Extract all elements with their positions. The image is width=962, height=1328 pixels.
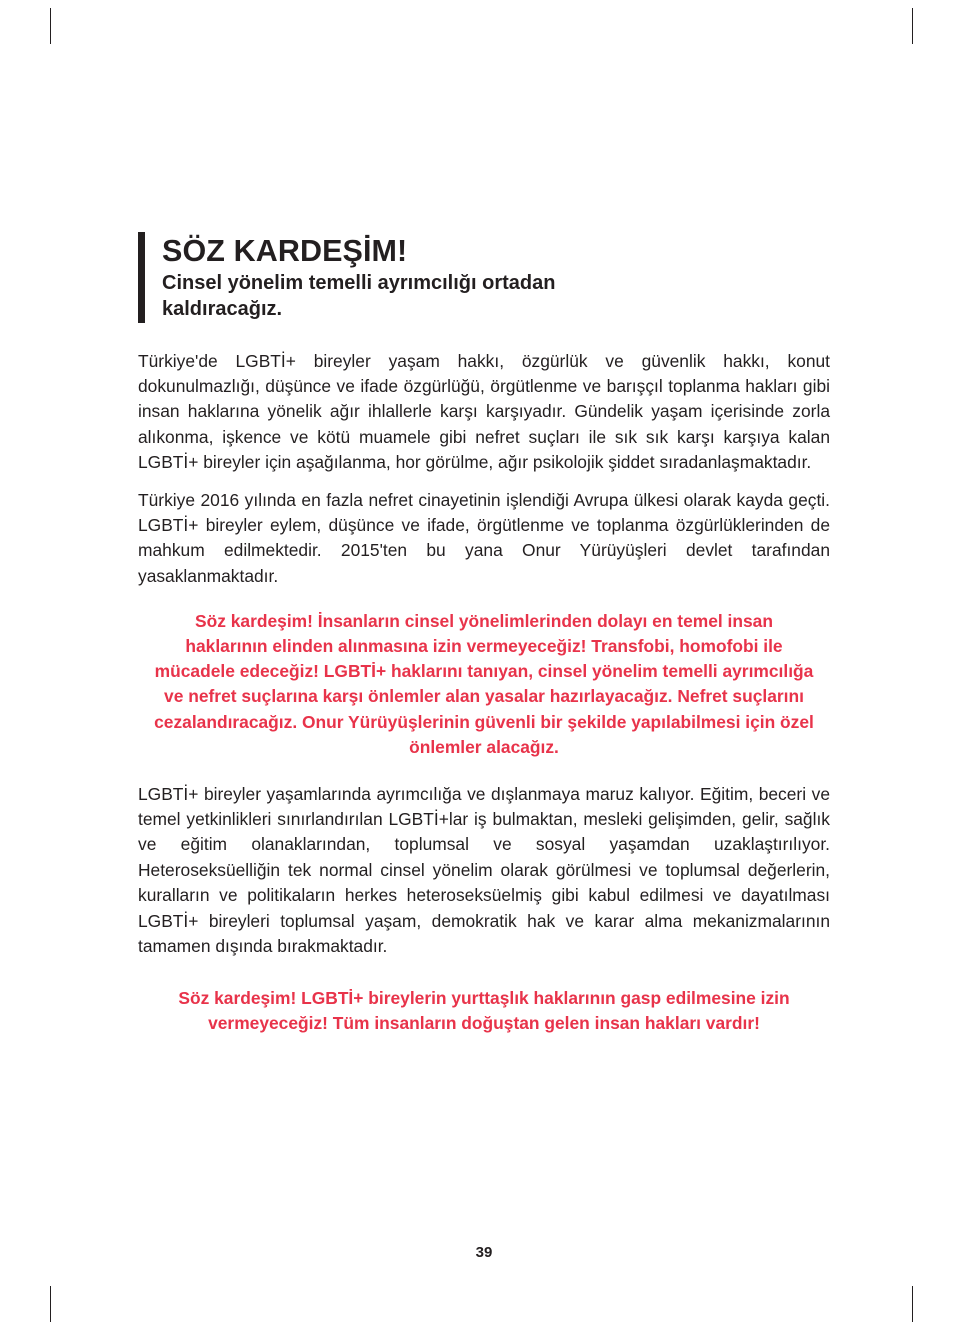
title-block bbox=[138, 232, 830, 323]
title-accent-bar bbox=[138, 232, 145, 323]
crop-mark-bottom-right bbox=[912, 1286, 913, 1322]
page-title: SÖZ KARDEŞİM! bbox=[162, 234, 408, 268]
paragraph-2: Türkiye 2016 yılında en fazla nefret cinayetinin işlendiği Avrupa ülkesi olarak kayda geçti. LGBTİ+ bireyler eylem, düşünce ve ifade, örgütlenme ve toplanma özgürlüklerinden de mahkum edilmektedir. 2015'ten bu yana Onur Yürüyüşleri devlet tarafından yasaklanmaktadır. bbox=[138, 489, 830, 586]
paragraph-1: Türkiye'de LGBTİ+ bireyler yaşam hakkı, özgürlük ve güvenlik hakkı, konut dokunulmazlığı, düşünce ve ifade özgürlüğü, örgütlenme ve barışçıl toplanma hakları gibi insan haklarına yönelik ağır ihlallerle karşı karşıyadır. Gündelik yaşam içerisinde zorla alıkonma, işkence ve kötü muamele gibi nefret suçları ile sık sık karşı karşıya kalan LGBTİ+ bireyler için aşağılanma, hor görülme, ağır psikolojik şiddet sıradanlaşmaktadır. bbox=[138, 350, 830, 473]
page-number: 39 bbox=[475, 1244, 493, 1261]
callout-pledge-1: Söz kardeşim! İnsanların cinsel yönelimlerinden dolayı en temel insan haklarının elinden alınmasına izin vermeyeceğiz! Transfobi, homofobi ile mücadele edeceğiz! LGBTİ+ haklarını tanıyan, cinsel yönelim temelli ayrımcılığa ve nefret suçlarına karşı önlemler alan yasalar hazırlayacağız. Nefret suçlarını cezalandıracağız. Onur Yürüyüşlerinin güvenli bir şekilde yapılabilmesi için özel önlemler alacağız. bbox=[154, 611, 814, 757]
paragraph-3: LGBTİ+ bireyler yaşamlarında ayrımcılığa ve dışlanmaya maruz kalıyor. Eğitim, beceri ve temel yetkinlikleri sınırlandırılan LGBTİ+lar iş bulmaktan, mesleki gelişimden, gelir, sağlık ve eğitim olanaklarından, toplumsal ve sosyal yaşamdan uzaklaştırılıyor. Heteroseksüelliğin tek normal cinsel yönelim olarak görülmesi ve toplumsal değerlerin, kuralların ve politikaların herkes heteroseksüelmiş gibi kabul edilmesi ve dayatılması LGBTİ+ bireyleri toplumsal yaşam, demokratik hak ve karar alma mekanizmalarının tamamen dışında bırakmaktadır. bbox=[138, 783, 830, 957]
crop-mark-top-left bbox=[50, 8, 51, 44]
callout-pledge-2: Söz kardeşim! LGBTİ+ bireylerin yurttaşlık haklarının gasp edilmesine izin vermeyeceğiz! Tüm insanların doğuştan gelen insan hakları vardır! bbox=[178, 987, 790, 1033]
page-subtitle: Cinsel yönelim temelli ayrımcılığı ortadan kaldıracağız. bbox=[162, 272, 556, 321]
crop-mark-bottom-left bbox=[50, 1286, 51, 1322]
title-texts bbox=[162, 232, 632, 323]
page-content bbox=[138, 232, 830, 1261]
crop-mark-top-right bbox=[912, 8, 913, 44]
